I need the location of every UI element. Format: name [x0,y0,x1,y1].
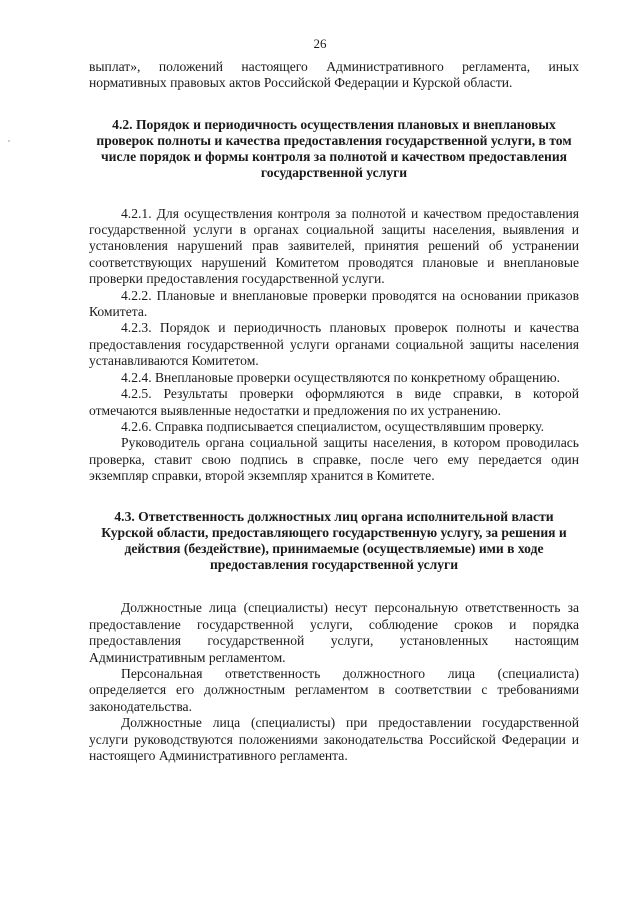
paragraph-personal-responsibility: Персональная ответственность должностного лица (специалиста) определяется его должностным регламентом в соответствии с требованиями законодательства. [89,665,579,714]
page-number: 26 [313,36,327,51]
paragraph-4-2-2: 4.2.2. Плановые и внеплановые проверки проводятся на основании приказов Комитета. [89,287,579,320]
paragraph-4-2-6: 4.2.6. Справка подписывается специалистом, осуществлявшим проверку. [121,418,544,434]
page-content [89,59,579,764]
paragraph-4-2-5: 4.2.5. Результаты проверки оформляются в виде справки, в которой отмечаются выявленные недостатки и предложения по их устранению. [89,386,579,418]
section-4-2-title: 4.2. Порядок и периодичность осуществления плановых и внеплановых проверок полноты и качества предоставления государственной услуги, в том числе порядок и формы контроля за полнотой и качеством предоставления государственной услуги [96,116,572,181]
scan-mark [8,140,10,142]
paragraph-officials-guidance: Должностные лица (специалисты) при предоставлении государственной услуги руководствуются положениями законодательства Российской Федерации и настоящего Административного регламента. [89,715,579,763]
section-4-3-title: 4.3. Ответственность должностных лиц органа исполнительной власти Курской области, предоставляющего государственную услугу, за решения и действия (бездействие), принимаемые (осуществляемые) ими в ходе предоставления государственной услуги [101,508,567,573]
paragraph-head-signature: Руководитель органа социальной защиты населения, в котором проводилась проверка, ставит свою подпись в справке, после чего ему передается один экземпляр справки, второй экземпляр хранится в Комитете. [89,435,579,484]
paragraph-4-2-3: 4.2.3. Порядок и периодичность плановых проверок полноты и качества предоставления государственной услуги органами социальной защиты населения устанавливаются Комитетом. [89,320,579,369]
paragraph-4-2-4: 4.2.4. Внеплановые проверки осуществляются по конкретному обращению. [121,369,561,385]
paragraph-4-2-1: 4.2.1. Для осуществления контроля за полнотой и качеством предоставления государственной услуги в органах социальной защиты населения, выявления и установления нарушений прав заявителей, принятия решений об устранении соответствующих нарушений Комитетом проводятся плановые и внеплановые проверки предоставления государственной услуги. [89,205,579,287]
intro-paragraph: выплат», положений настоящего Административного регламента, иных нормативных правовых актов Российской Федерации и Курской области. [89,59,579,91]
paragraph-officials-responsibility: Должностные лица (специалисты) несут персональную ответственность за предоставление государственной услуги, соблюдение сроков и порядка предоставления государственной услуги, установленных настоящим Административным регламентом. [89,600,579,665]
